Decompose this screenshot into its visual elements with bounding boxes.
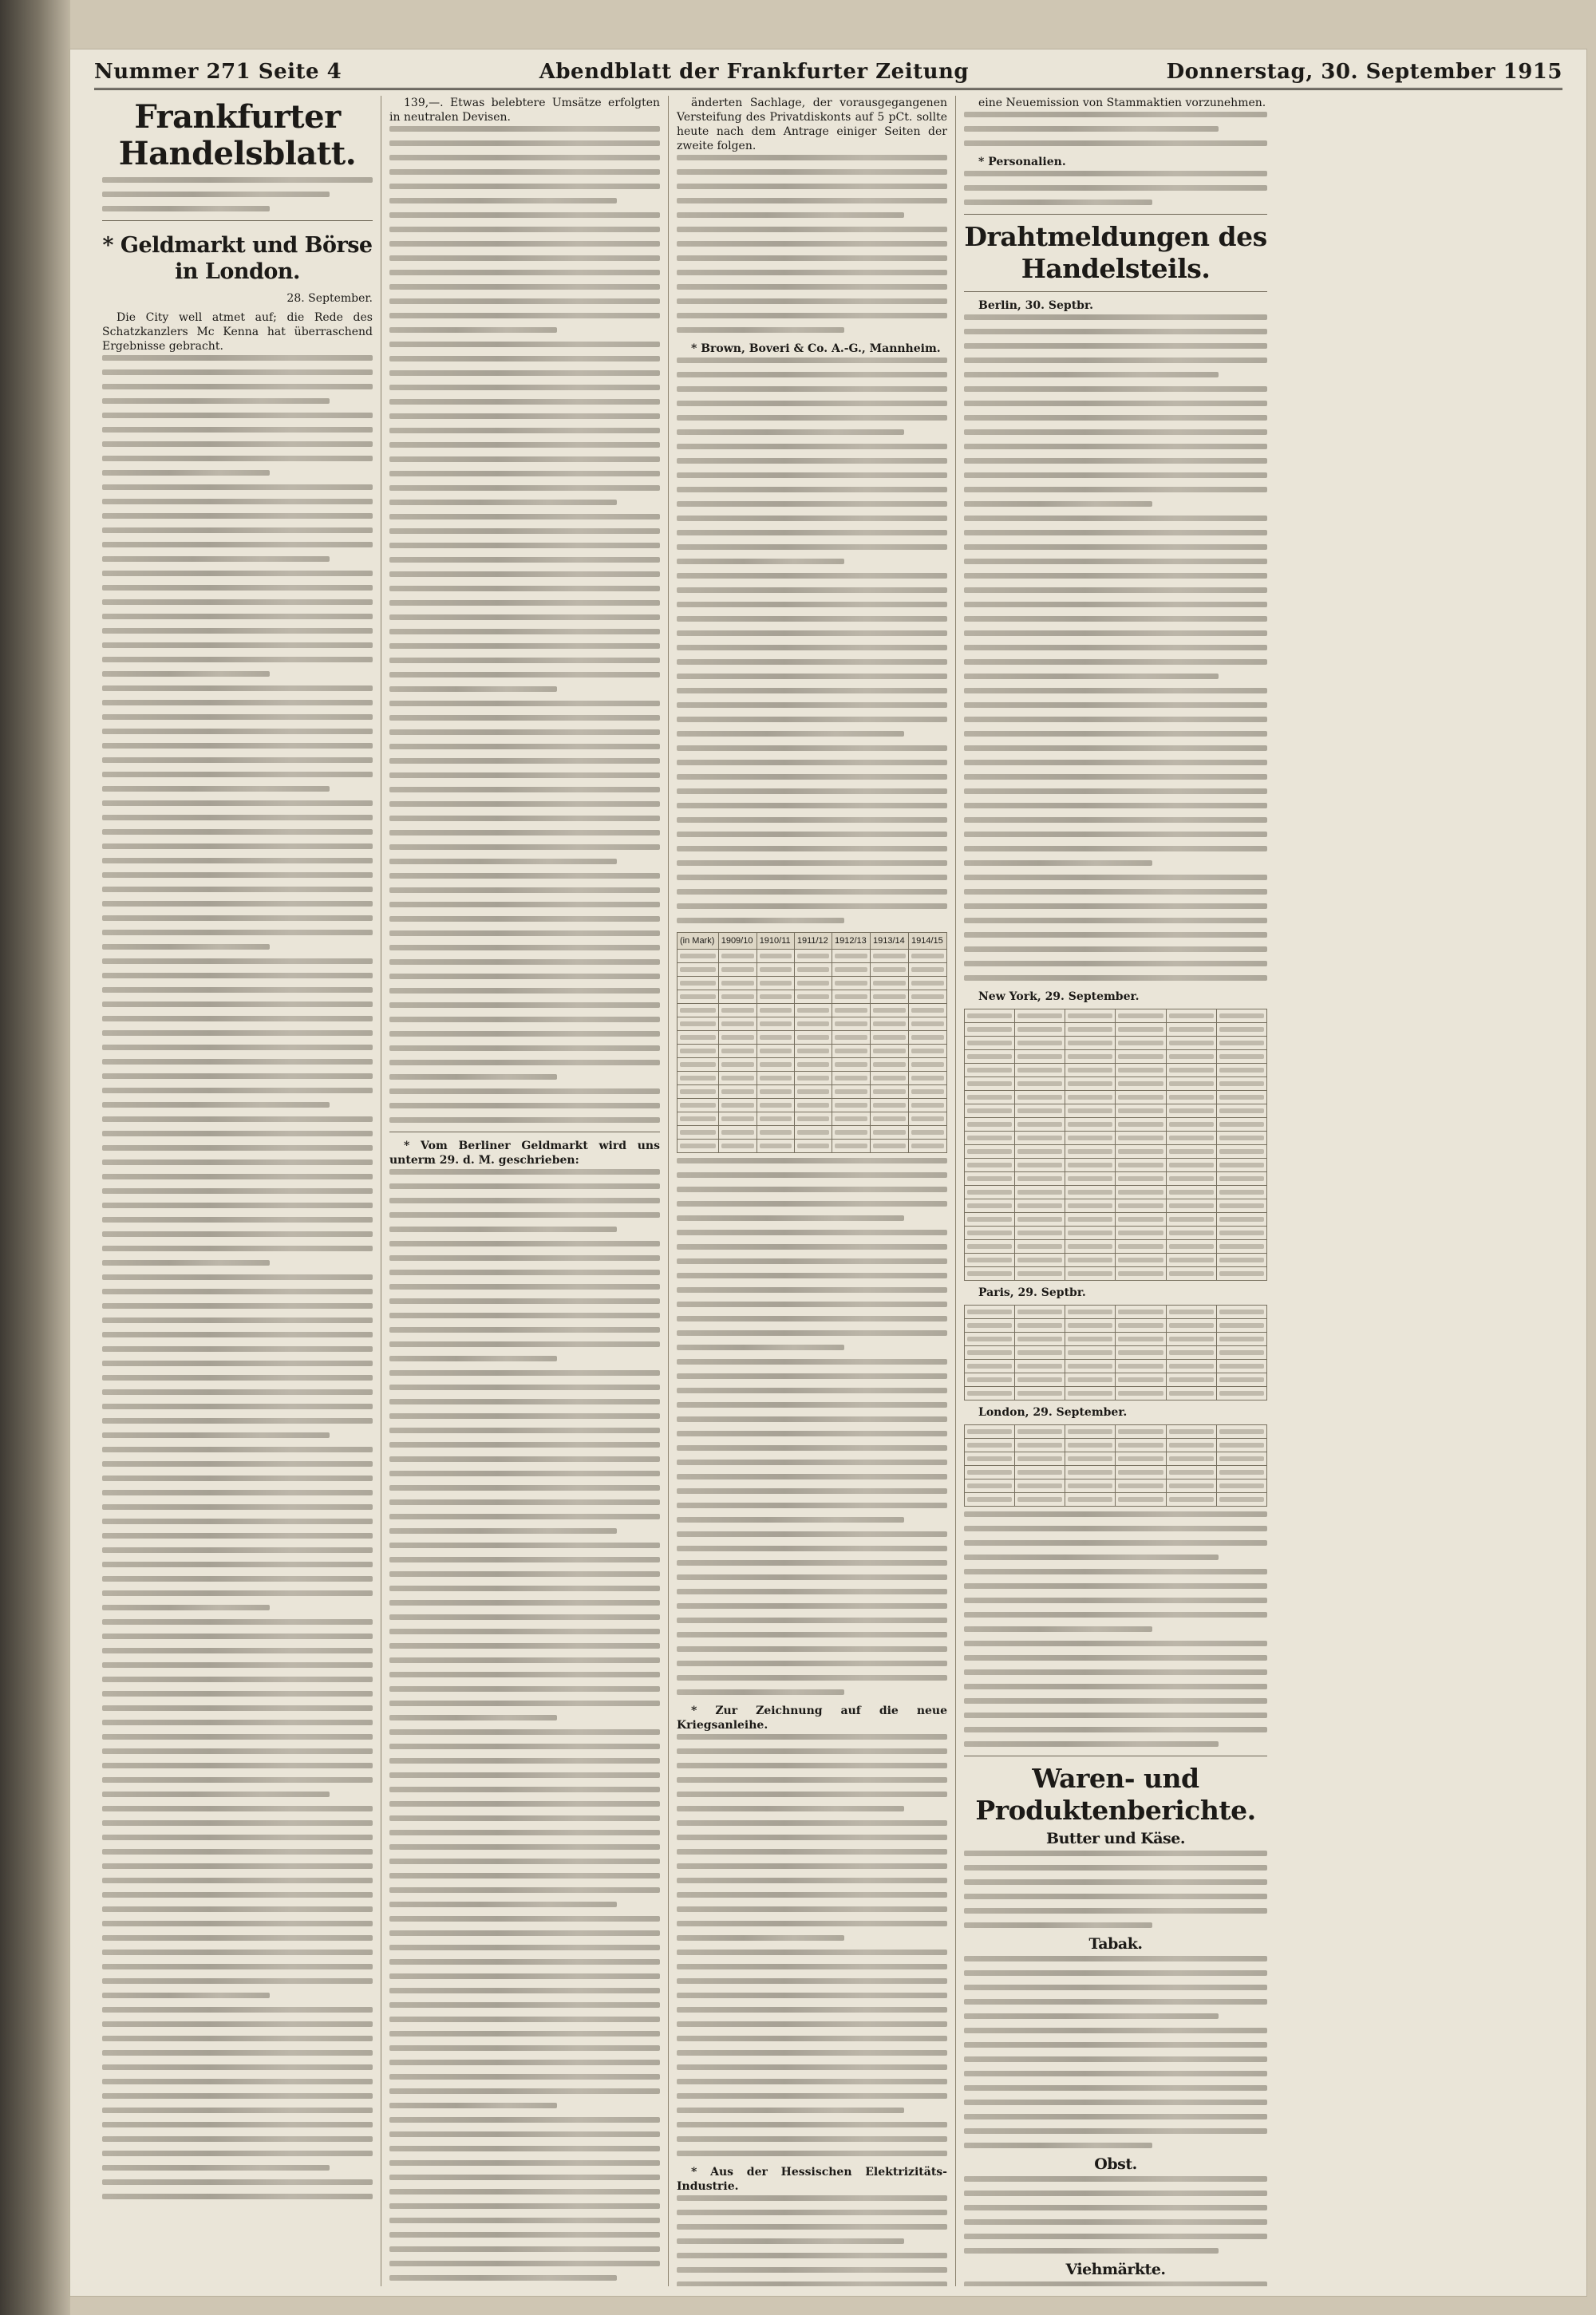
masthead: Abendblatt der Frankfurter Zeitung	[539, 60, 970, 84]
table-row	[678, 1140, 947, 1153]
table-row	[965, 1439, 1267, 1452]
table-header: 1914/15	[908, 933, 946, 950]
table-row	[965, 1425, 1267, 1439]
article-body-after-table	[677, 1158, 947, 1695]
column-3-lead: änderten Sachlage, der vorausgegangenen Versteifung des Privatdiskonts auf 5 pCt. sollte heute nach dem Antrage einiger Seiten der zweite folgen.	[677, 97, 947, 152]
table-row	[965, 1360, 1267, 1373]
divider	[964, 291, 1267, 292]
article-body-continued-3	[677, 155, 947, 333]
subsection-viehmaerkte: Viehmärkte.	[1065, 2261, 1166, 2278]
new-york-stock-table	[964, 1009, 1267, 1281]
table-caption: (in Mark)	[678, 933, 719, 950]
table-row	[678, 963, 947, 977]
table-body	[965, 1425, 1267, 1507]
article-body-london	[102, 355, 373, 2199]
article-body-hessische-elektrizitaet	[677, 2195, 947, 2286]
table-row	[678, 990, 947, 1004]
column-2-lead: 139,—. Etwas belebtere Umsätze erfolgten in neutralen Devisen.	[389, 97, 660, 124]
article-body-brown-boveri	[677, 358, 947, 923]
article-body-kriegsanleihe	[677, 1734, 947, 2156]
table-row	[965, 1009, 1267, 1023]
table-row	[678, 1045, 947, 1058]
article-body-berlin	[964, 314, 1267, 981]
table-row	[965, 1037, 1267, 1050]
article-body-rio-liverpool	[964, 1511, 1267, 1747]
article-lead: Die City well atmet auf; die Rede des Schatzkanzlers Mc Kenna hat überraschend Ergebnisse gebracht.	[102, 311, 373, 353]
article-dateline: 28. September.	[286, 292, 373, 305]
table-body	[965, 1009, 1267, 1281]
table-row	[965, 1466, 1267, 1479]
columns	[94, 96, 1562, 2286]
article-body-personalien	[964, 171, 1267, 205]
dateline-berlin: Berlin, 30. Septbr.	[978, 299, 1093, 312]
article-title-london: * Geldmarkt und Börse in London.	[102, 233, 373, 284]
table-row	[965, 1479, 1267, 1493]
table-row	[965, 1199, 1267, 1213]
article-body-continued	[389, 126, 660, 1123]
table-row	[678, 1085, 947, 1099]
column-2	[381, 96, 669, 2286]
london-stock-table	[964, 1424, 1267, 1507]
table-row	[965, 1240, 1267, 1254]
article-body-viehmaerkte	[964, 2281, 1267, 2286]
table-row	[965, 1373, 1267, 1387]
table-row	[965, 1452, 1267, 1466]
table-header: 1909/10	[718, 933, 757, 950]
table-row	[965, 1064, 1267, 1077]
table-row	[678, 1017, 947, 1031]
table-row	[678, 1099, 947, 1112]
table-row	[678, 1058, 947, 1072]
table-row	[965, 1254, 1267, 1267]
table-header: 1911/12	[794, 933, 832, 950]
section-title-warenberichte: Waren- und Produktenberichte.	[975, 1763, 1256, 1826]
table-row	[678, 950, 947, 963]
table-body	[965, 1306, 1267, 1400]
balance-table	[677, 932, 947, 1153]
article-body-continued-4	[964, 112, 1267, 146]
table-row	[678, 1112, 947, 1126]
section-title-drahtmeldungen: Drahtmeldungen des Handelsteils.	[964, 221, 1267, 284]
table-row	[965, 1213, 1267, 1227]
table-row	[965, 1145, 1267, 1159]
table-header: 1913/14	[870, 933, 908, 950]
table-row	[678, 1031, 947, 1045]
table-row	[965, 1227, 1267, 1240]
article-body-obst	[964, 2176, 1267, 2254]
table-header: 1910/11	[757, 933, 794, 950]
divider	[102, 220, 373, 221]
table-row	[965, 1493, 1267, 1507]
editorial-note	[102, 177, 373, 211]
subsection-obst: Obst.	[1094, 2155, 1137, 2173]
subsection-butter-kaese: Butter und Käse.	[1046, 1830, 1185, 1847]
page-header	[94, 57, 1562, 86]
table-row	[678, 1004, 947, 1017]
divider	[964, 214, 1267, 215]
table-row	[965, 1346, 1267, 1360]
article-title-berliner-geldmarkt: * Vom Berliner Geldmarkt wird uns unterm 29. d. M. geschrieben:	[389, 1140, 660, 1167]
column-4	[956, 96, 1275, 2286]
paris-stock-table	[964, 1305, 1267, 1400]
table-body	[678, 950, 947, 1153]
table-row	[965, 1172, 1267, 1186]
table-row	[965, 1333, 1267, 1346]
table-header: 1912/13	[832, 933, 871, 950]
section-title-handelsblatt: Frankfurter Handelsblatt.	[118, 98, 357, 172]
issue-date: Donnerstag, 30. September 1915	[1166, 60, 1562, 84]
table-row	[965, 1091, 1267, 1104]
column-4-lead: eine Neuemission von Stammaktien vorzunehmen.	[978, 97, 1266, 109]
subsection-tabak: Tabak.	[1088, 1935, 1143, 1953]
table-row	[965, 1050, 1267, 1064]
table-row	[965, 1159, 1267, 1172]
table-row	[678, 1126, 947, 1140]
dateline-new-york: New York, 29. September.	[978, 990, 1140, 1003]
article-body-berliner-geldmarkt	[389, 1169, 660, 2286]
column-1	[94, 96, 381, 2286]
article-body-butter-kaese	[964, 1851, 1267, 1928]
header-rule	[94, 88, 1562, 90]
article-title-personalien: * Personalien.	[978, 156, 1066, 168]
table-row	[965, 1104, 1267, 1118]
table-row	[965, 1077, 1267, 1091]
table-row	[678, 977, 947, 990]
table-row	[965, 1319, 1267, 1333]
table-row	[965, 1186, 1267, 1199]
dateline-london: London, 29. September.	[978, 1406, 1128, 1419]
article-title-brown-boveri: * Brown, Boveri & Co. A.-G., Mannheim.	[691, 342, 941, 355]
book-spine-shadow	[0, 0, 70, 2315]
article-body-tabak	[964, 1956, 1267, 2148]
table-row	[678, 1072, 947, 1085]
table-row	[965, 1267, 1267, 1281]
dateline-paris: Paris, 29. Septbr.	[978, 1286, 1086, 1299]
table-row	[965, 1118, 1267, 1132]
table-row	[965, 1306, 1267, 1319]
table-row	[965, 1023, 1267, 1037]
issue-and-page: Nummer 271 Seite 4	[94, 60, 342, 84]
article-title-hessische-elektrizitaet: * Aus der Hessischen Elektrizitäts-Industrie.	[677, 2166, 947, 2193]
table-row	[965, 1132, 1267, 1145]
table-row	[965, 1387, 1267, 1400]
article-title-kriegsanleihe: * Zur Zeichnung auf die neue Kriegsanleihe.	[677, 1705, 947, 1732]
newspaper-page	[70, 49, 1586, 2296]
column-3	[669, 96, 956, 2286]
